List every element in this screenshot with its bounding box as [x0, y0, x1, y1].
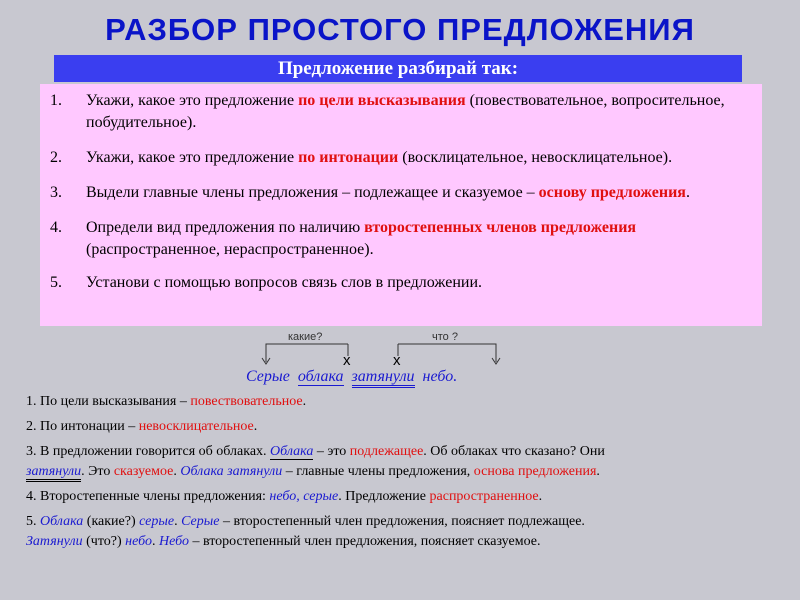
steps-list	[44, 90, 764, 307]
step-item: 4. Определи вид предложения по наличию второстепенных членов предложения (распространенное, нераспространенное).	[50, 219, 637, 258]
step-item: 2. Укажи, какое это предложение по интонации (восклицательное, невосклицательное).	[50, 149, 673, 166]
analysis-line: 4. Второстепенные члены предложения: небо, серые. Предложение распространенное.	[26, 489, 543, 504]
x-mark: х	[393, 352, 401, 369]
analysis-block	[20, 392, 790, 557]
sentence-word: небо.	[422, 368, 458, 385]
sentence-word: облака	[297, 368, 344, 385]
analysis-line: 2. По интонации – невосклицательное.	[26, 419, 258, 434]
question-label: какие?	[288, 331, 323, 343]
analysis-line: 3. В предложении говорится об облаках. Облака – это подлежащее. Об облаках что сказано? Они затянули. Это сказуемое. Облака затянули – главные члены предложения, основа предложения.	[20, 442, 790, 482]
sentence-diagram	[230, 330, 530, 400]
step-item: 5. Установи с помощью вопросов связь слов в предложении.	[50, 274, 483, 291]
subtitle-bar: Предложение разбирай так:	[54, 55, 742, 82]
question-arrows	[230, 330, 530, 370]
sentence-word: Серые	[246, 368, 290, 385]
question-label: что ?	[432, 331, 458, 343]
analysis-line: 1. По цели высказывания – повествовательное.	[26, 394, 307, 409]
step-item: 3. Выдели главные члены предложения – подлежащее и сказуемое – основу предложения.	[50, 184, 690, 201]
page-title: РАЗБОР ПРОСТОГО ПРЕДЛОЖЕНИЯ	[105, 12, 695, 47]
step-item: 1. Укажи, какое это предложение по цели высказывания (повествовательное, вопросительное, побудительное).	[50, 92, 725, 131]
analysis-line: 5. Облака (какие?) серые. Серые – второстепенный член предложения, поясняет подлежащее. Затянули (что?) небо. Небо – второстепенный член предложения, поясняет сказуемое.	[26, 514, 585, 549]
x-mark: х	[343, 352, 351, 369]
sentence-word: затянули	[352, 368, 415, 388]
example-sentence	[246, 368, 461, 386]
